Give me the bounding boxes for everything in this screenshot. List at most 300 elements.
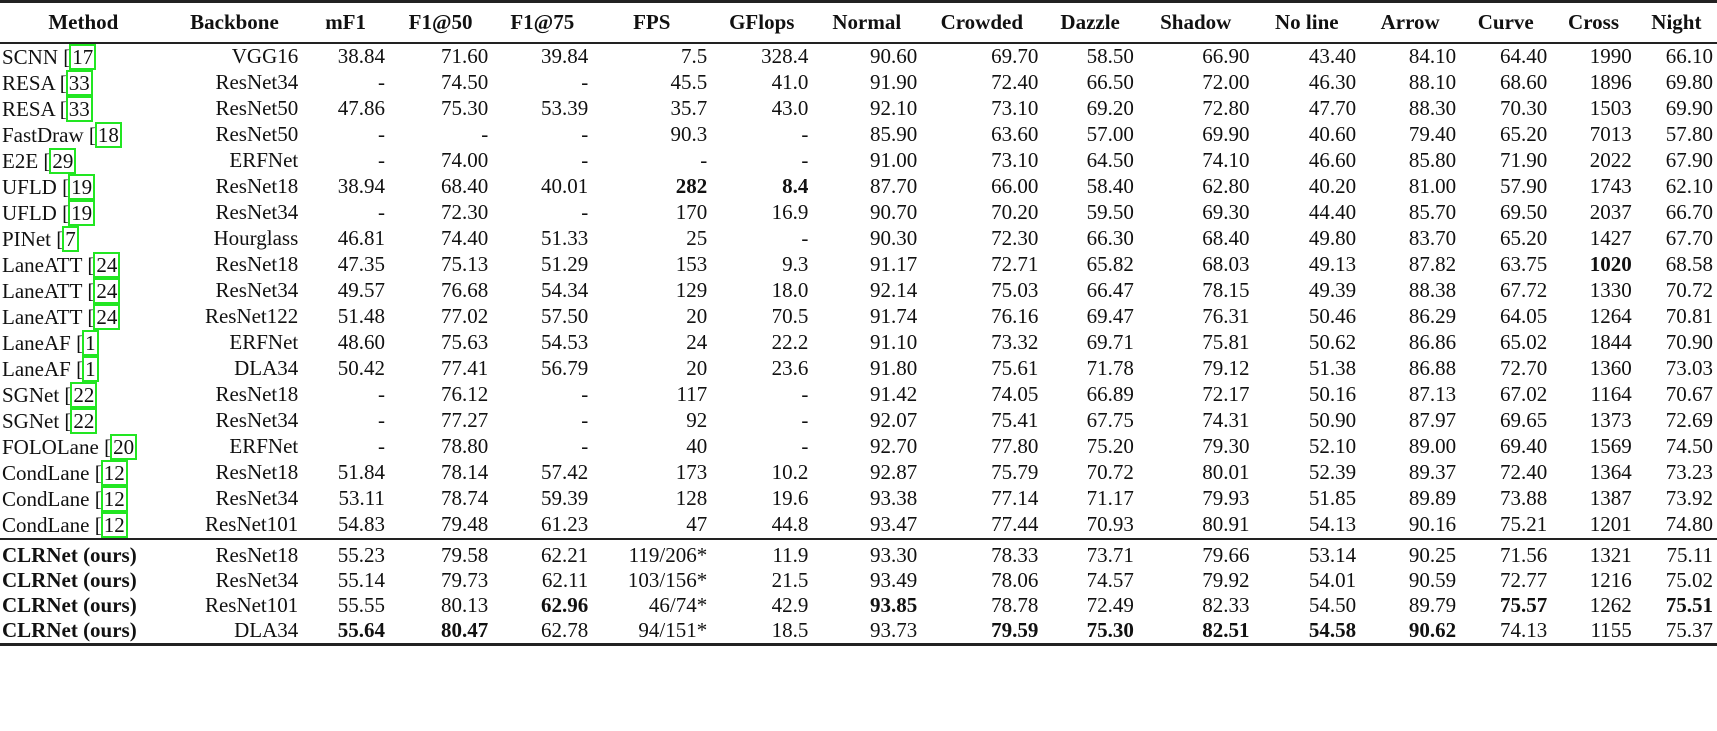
value-cell: 40.01 [541, 174, 589, 198]
value-cell: 94/151* [592, 618, 711, 645]
value-cell: 75.02 [1665, 567, 1713, 592]
value-cell: 50.16 [1308, 382, 1357, 406]
table-row [0, 122, 1717, 148]
value-cell: - [377, 70, 385, 94]
value-cell: 90.16 [1408, 512, 1457, 536]
method-cell: SCNN [17 [0, 43, 167, 70]
value-cell: 1427 [1589, 226, 1632, 250]
value-cell: 74.13 [1460, 618, 1551, 645]
method-name: CondLane [2, 460, 90, 485]
value-cell: 88.38 [1408, 278, 1457, 302]
value-cell: 70.72 [1665, 278, 1713, 302]
column-header: No line [1253, 2, 1360, 43]
value-cell: - [377, 122, 385, 146]
value-cell: 59.39 [541, 486, 589, 510]
method-name: UFLD [2, 200, 57, 225]
value-cell: 54.01 [1308, 567, 1357, 592]
citation-link[interactable]: 1 [82, 356, 99, 382]
value-cell: 1201 [1589, 512, 1632, 536]
citation-link[interactable]: 24 [93, 252, 120, 278]
value-cell: 78.74 [441, 486, 489, 510]
table-row [0, 200, 1717, 226]
value-cell: 51.29 [541, 252, 589, 276]
value-cell: - [581, 200, 589, 224]
column-header: Normal [812, 2, 921, 43]
value-cell: - [377, 382, 385, 406]
value-cell: 80.91 [1202, 512, 1250, 536]
value-cell: 82.51 [1138, 618, 1254, 645]
header-row [0, 2, 1717, 43]
backbone-cell: DLA34 [234, 356, 299, 380]
value-cell: 75.51 [1665, 593, 1713, 618]
backbone-cell: ResNet18 [215, 174, 299, 198]
value-cell: 66.30 [1086, 226, 1134, 250]
value-cell: 1990 [1589, 44, 1632, 68]
value-cell: 1896 [1589, 70, 1632, 94]
value-cell: 43.0 [771, 96, 809, 120]
value-cell: 91.80 [869, 356, 918, 380]
value-cell: 46.81 [337, 226, 385, 250]
backbone-cell: ResNet50 [215, 96, 299, 120]
value-cell: 52.39 [1308, 460, 1357, 484]
value-cell: 72.40 [991, 70, 1039, 94]
citation-link[interactable]: 22 [70, 408, 97, 434]
value-cell: 79.66 [1138, 539, 1254, 568]
value-cell: 66.47 [1086, 278, 1134, 302]
value-cell: 103/156* [627, 567, 708, 592]
value-cell: 78.33 [921, 539, 1042, 568]
value-cell: 70.30 [1500, 96, 1548, 120]
value-cell: 57.00 [1086, 122, 1134, 146]
value-cell: 92.70 [869, 434, 918, 458]
value-cell: 85.90 [869, 122, 918, 146]
value-cell: 75.20 [1086, 434, 1134, 458]
value-cell: 57.90 [1500, 174, 1548, 198]
backbone-cell: Hourglass [213, 226, 299, 250]
value-cell: 93.30 [812, 539, 921, 568]
value-cell: 71.56 [1460, 539, 1551, 568]
value-cell: 79.30 [1202, 434, 1250, 458]
table-row [0, 486, 1717, 512]
value-cell: 77.14 [991, 486, 1039, 510]
value-cell: 54.53 [541, 330, 589, 354]
value-cell: 74.31 [1202, 408, 1250, 432]
value-cell: 63.60 [991, 122, 1039, 146]
value-cell: 72.40 [1500, 460, 1548, 484]
value-cell: 47.86 [337, 96, 385, 120]
value-cell: 51.85 [1308, 486, 1357, 510]
value-cell: 1321 [1551, 539, 1635, 568]
value-cell: 64.40 [1500, 44, 1548, 68]
value-cell: 55.55 [337, 593, 385, 618]
ours-table-row [0, 568, 1717, 593]
value-cell: 74.50 [441, 70, 489, 94]
citation-link[interactable]: 12 [101, 486, 128, 512]
value-cell: 74.50 [1665, 434, 1713, 458]
backbone-cell: ResNet50 [215, 122, 299, 146]
value-cell: 20 [686, 304, 708, 328]
value-cell: 65.20 [1500, 226, 1548, 250]
value-cell: 74.00 [441, 148, 489, 172]
value-cell: 57.50 [541, 304, 589, 328]
value-cell: 1360 [1589, 356, 1632, 380]
backbone-cell: ResNet101 [204, 512, 299, 536]
value-cell: 39.84 [541, 44, 589, 68]
value-cell: 65.20 [1500, 122, 1548, 146]
value-cell: 70.81 [1665, 304, 1713, 328]
value-cell: 62.21 [492, 539, 592, 568]
value-cell: 67.72 [1500, 278, 1548, 302]
value-cell: 55.64 [302, 618, 389, 645]
value-cell: 93.49 [869, 567, 918, 592]
method-name: UFLD [2, 174, 57, 199]
value-cell: 50.42 [337, 356, 385, 380]
citation-link[interactable]: 19 [68, 174, 95, 200]
value-cell: 75.21 [1500, 512, 1548, 536]
citation-link[interactable]: 7 [62, 226, 79, 252]
value-cell: 49.57 [337, 278, 385, 302]
value-cell: 85.80 [1408, 148, 1457, 172]
value-cell: - [581, 408, 589, 432]
method-cell: FastDraw [18 [0, 122, 167, 148]
value-cell: 53.39 [541, 96, 589, 120]
column-header: Method [0, 2, 167, 43]
value-cell: 24 [686, 330, 708, 354]
backbone-cell: ResNet18 [167, 539, 303, 568]
value-cell: 57.42 [541, 460, 589, 484]
value-cell: 69.90 [1202, 122, 1250, 146]
backbone-cell: DLA34 [167, 618, 303, 645]
value-cell: 69.47 [1086, 304, 1134, 328]
method-cell [0, 539, 167, 568]
citation-link[interactable]: 17 [69, 44, 96, 70]
value-cell: 79.92 [1202, 567, 1250, 592]
backbone-cell: ResNet122 [204, 304, 299, 328]
value-cell: 91.00 [869, 148, 918, 172]
value-cell: 89.89 [1408, 486, 1457, 510]
value-cell: 1155 [1551, 618, 1635, 645]
value-cell: - [581, 382, 589, 406]
table-row [0, 174, 1717, 200]
value-cell: 53.11 [338, 486, 385, 510]
value-cell: 67.75 [1086, 408, 1134, 432]
value-cell: 2037 [1589, 200, 1632, 224]
ours-table-row [0, 618, 1717, 645]
value-cell: 66.50 [1086, 70, 1134, 94]
value-cell: 77.27 [441, 408, 489, 432]
method-name: CLRNet (ours) [2, 593, 137, 618]
column-header: Dazzle [1042, 2, 1138, 43]
value-cell: 8.4 [782, 174, 809, 198]
value-cell: - [801, 148, 809, 172]
value-cell: 67.70 [1665, 226, 1713, 250]
value-cell: 73.88 [1500, 486, 1548, 510]
value-cell: 70.20 [991, 200, 1039, 224]
value-cell: 68.58 [1665, 252, 1713, 276]
value-cell: 90.59 [1408, 567, 1457, 592]
value-cell: 51.33 [541, 226, 589, 250]
value-cell: 1569 [1589, 434, 1632, 458]
value-cell: 87.97 [1408, 408, 1457, 432]
citation-link[interactable]: 33 [66, 70, 93, 96]
value-cell: 72.70 [1500, 356, 1548, 380]
value-cell: 87.70 [869, 174, 918, 198]
value-cell: 77.02 [441, 304, 489, 328]
value-cell: 79.59 [921, 618, 1042, 645]
value-cell: 78.80 [441, 434, 489, 458]
value-cell: 53.14 [1253, 539, 1360, 568]
value-cell: 1262 [1589, 593, 1632, 618]
value-cell: 80.47 [389, 618, 492, 645]
value-cell: 86.86 [1408, 330, 1457, 354]
value-cell: 71.78 [1086, 356, 1134, 380]
value-cell: 90.60 [869, 44, 918, 68]
value-cell: 44.8 [771, 512, 809, 536]
citation-link[interactable]: 24 [93, 304, 120, 330]
method-cell: UFLD [19 [0, 200, 167, 226]
citation-link[interactable]: 24 [93, 278, 120, 304]
value-cell: 71.60 [441, 44, 489, 68]
value-cell: 69.20 [1086, 96, 1134, 120]
column-header: Night [1636, 2, 1717, 43]
value-cell: 22.2 [771, 330, 809, 354]
column-header: Cross [1551, 2, 1635, 43]
value-cell: 72.17 [1202, 382, 1250, 406]
citation-link[interactable]: 19 [68, 200, 95, 226]
value-cell: - [801, 382, 809, 406]
value-cell: 87.82 [1408, 252, 1457, 276]
backbone-cell: ResNet18 [215, 382, 299, 406]
ours-table-row [0, 539, 1717, 568]
backbone-cell: ResNet18 [215, 252, 299, 276]
value-cell: 69.70 [991, 44, 1039, 68]
value-cell: 75.79 [991, 460, 1039, 484]
value-cell: 48.60 [337, 330, 385, 354]
value-cell: 66.90 [1202, 44, 1250, 68]
value-cell: 69.40 [1500, 434, 1548, 458]
method-cell [0, 593, 167, 618]
backbone-cell: VGG16 [231, 44, 299, 68]
value-cell: 69.80 [1665, 70, 1713, 94]
value-cell: 51.84 [337, 460, 385, 484]
value-cell: 80.13 [441, 593, 489, 618]
value-cell: 72.30 [991, 226, 1039, 250]
value-cell: 70.90 [1665, 330, 1713, 354]
value-cell: 91.17 [869, 252, 918, 276]
value-cell: - [481, 122, 489, 146]
citation-link[interactable]: 22 [70, 382, 97, 408]
method-name: SGNet [2, 382, 60, 407]
ours-rows [0, 539, 1717, 645]
value-cell: 282 [675, 174, 708, 198]
table-row [0, 70, 1717, 96]
column-header: F1@75 [492, 2, 592, 43]
method-cell [0, 568, 167, 593]
value-cell: 2022 [1589, 148, 1632, 172]
value-cell: 1264 [1589, 304, 1632, 328]
method-cell: E2E [29 [0, 148, 167, 174]
citation-link[interactable]: 18 [95, 122, 122, 148]
value-cell: 40.20 [1308, 174, 1357, 198]
citation-link[interactable]: 1 [82, 330, 99, 356]
value-cell: - [581, 434, 589, 458]
citation-link[interactable]: 12 [101, 512, 128, 538]
table-row [0, 356, 1717, 382]
method-cell: UFLD [19 [0, 174, 167, 200]
value-cell: 49.80 [1308, 226, 1357, 250]
method-name: CLRNet (ours) [2, 542, 137, 567]
value-cell: 75.37 [1636, 618, 1717, 645]
value-cell: 66.00 [991, 174, 1039, 198]
value-cell: 119/206* [592, 539, 711, 568]
value-cell: 47 [686, 512, 708, 536]
value-cell: 90.25 [1360, 539, 1460, 568]
method-name: LaneAF [2, 330, 71, 355]
value-cell: - [377, 148, 385, 172]
value-cell: 70.93 [1086, 512, 1134, 536]
value-cell: 69.30 [1202, 200, 1250, 224]
value-cell: 86.88 [1408, 356, 1457, 380]
column-header: FPS [592, 2, 711, 43]
value-cell: 43.40 [1308, 44, 1357, 68]
value-cell: 66.10 [1665, 44, 1713, 68]
value-cell: 89.37 [1408, 460, 1457, 484]
value-cell: 92.14 [869, 278, 918, 302]
value-cell: 61.23 [541, 512, 589, 536]
table-row [0, 252, 1717, 278]
backbone-cell: ERFNet [229, 330, 299, 354]
value-cell: 86.29 [1408, 304, 1457, 328]
value-cell: 93.73 [812, 618, 921, 645]
value-cell: 91.90 [869, 70, 918, 94]
method-name: CondLane [2, 512, 90, 537]
value-cell: 90.62 [1360, 618, 1460, 645]
value-cell: 93.38 [869, 486, 918, 510]
value-cell: 72.77 [1500, 567, 1548, 592]
citation-link[interactable]: 33 [66, 96, 93, 122]
method-cell: RESA [33 [0, 96, 167, 122]
method-name: LaneATT [2, 278, 83, 303]
value-cell: 78.14 [441, 460, 489, 484]
value-cell: 84.10 [1408, 44, 1457, 68]
value-cell: 83.70 [1408, 226, 1457, 250]
method-cell: LaneATT [24 [0, 304, 167, 330]
value-cell: 1020 [1589, 252, 1632, 276]
value-cell: - [801, 434, 809, 458]
value-cell: 91.74 [869, 304, 918, 328]
value-cell: 92.07 [869, 408, 918, 432]
value-cell: 54.34 [541, 278, 589, 302]
value-cell: 72.71 [991, 252, 1039, 276]
citation-link[interactable]: 29 [49, 148, 76, 174]
table-row [0, 330, 1717, 356]
value-cell: 129 [675, 278, 708, 302]
value-cell: 91.10 [869, 330, 918, 354]
method-cell [0, 618, 167, 645]
value-cell: 50.62 [1308, 330, 1357, 354]
method-cell: SGNet [22 [0, 408, 167, 434]
value-cell: 173 [675, 460, 708, 484]
value-cell: 18.5 [711, 618, 812, 645]
column-header: Crowded [921, 2, 1042, 43]
value-cell: 42.9 [771, 593, 809, 618]
value-cell: 72.00 [1202, 70, 1250, 94]
value-cell: 1330 [1589, 278, 1632, 302]
value-cell: 75.30 [1042, 618, 1138, 645]
value-cell: 75.63 [441, 330, 489, 354]
citation-link[interactable]: 20 [110, 434, 137, 460]
value-cell: 92.87 [869, 460, 918, 484]
value-cell: 67.02 [1500, 382, 1548, 406]
column-header: Curve [1460, 2, 1551, 43]
backbone-cell: ResNet34 [215, 200, 299, 224]
method-cell: PINet [7 [0, 226, 167, 252]
value-cell: 79.40 [1408, 122, 1457, 146]
citation-link[interactable]: 12 [101, 460, 128, 486]
value-cell: 7013 [1589, 122, 1632, 146]
value-cell: 16.9 [771, 200, 809, 224]
value-cell: 41.0 [771, 70, 809, 94]
table-row [0, 434, 1717, 460]
value-cell: 47.70 [1308, 96, 1357, 120]
value-cell: 81.00 [1408, 174, 1457, 198]
value-cell: 91.42 [869, 382, 918, 406]
value-cell: 59.50 [1086, 200, 1134, 224]
value-cell: 75.13 [441, 252, 489, 276]
value-cell: 79.12 [1202, 356, 1250, 380]
backbone-cell: ResNet34 [215, 486, 299, 510]
value-cell: 72.69 [1665, 408, 1713, 432]
value-cell: 328.4 [761, 44, 809, 68]
value-cell: 10.2 [771, 460, 809, 484]
value-cell: 71.90 [1500, 148, 1548, 172]
value-cell: 79.58 [389, 539, 492, 568]
value-cell: 67.90 [1665, 148, 1713, 172]
method-cell: CondLane [12 [0, 486, 167, 512]
value-cell: 1844 [1589, 330, 1632, 354]
backbone-cell: ResNet101 [204, 593, 299, 618]
column-header: Backbone [167, 2, 303, 43]
value-cell: 77.80 [991, 434, 1039, 458]
value-cell: 1387 [1589, 486, 1632, 510]
value-cell: - [377, 408, 385, 432]
value-cell: 78.15 [1202, 278, 1250, 302]
value-cell: 25 [686, 226, 708, 250]
value-cell: 62.96 [541, 593, 589, 618]
value-cell: 56.79 [541, 356, 589, 380]
value-cell: - [377, 434, 385, 458]
value-cell: 46.30 [1308, 70, 1357, 94]
method-name: LaneATT [2, 304, 83, 329]
value-cell: 75.11 [1636, 539, 1717, 568]
value-cell: 49.13 [1308, 252, 1357, 276]
value-cell: 117 [676, 382, 708, 406]
value-cell: 72.30 [441, 200, 489, 224]
column-header: Arrow [1360, 2, 1460, 43]
method-cell: RESA [33 [0, 70, 167, 96]
value-cell: 73.92 [1665, 486, 1713, 510]
value-cell: 77.41 [441, 356, 489, 380]
method-name: LaneAF [2, 356, 71, 381]
value-cell: 51.38 [1308, 356, 1357, 380]
method-cell: CondLane [12 [0, 460, 167, 486]
value-cell: 78.78 [991, 593, 1039, 618]
backbone-cell: ERFNet [229, 434, 299, 458]
backbone-cell: ResNet34 [215, 278, 299, 302]
value-cell: 74.80 [1665, 512, 1713, 536]
value-cell: 35.7 [670, 96, 708, 120]
value-cell: 89.00 [1408, 434, 1457, 458]
